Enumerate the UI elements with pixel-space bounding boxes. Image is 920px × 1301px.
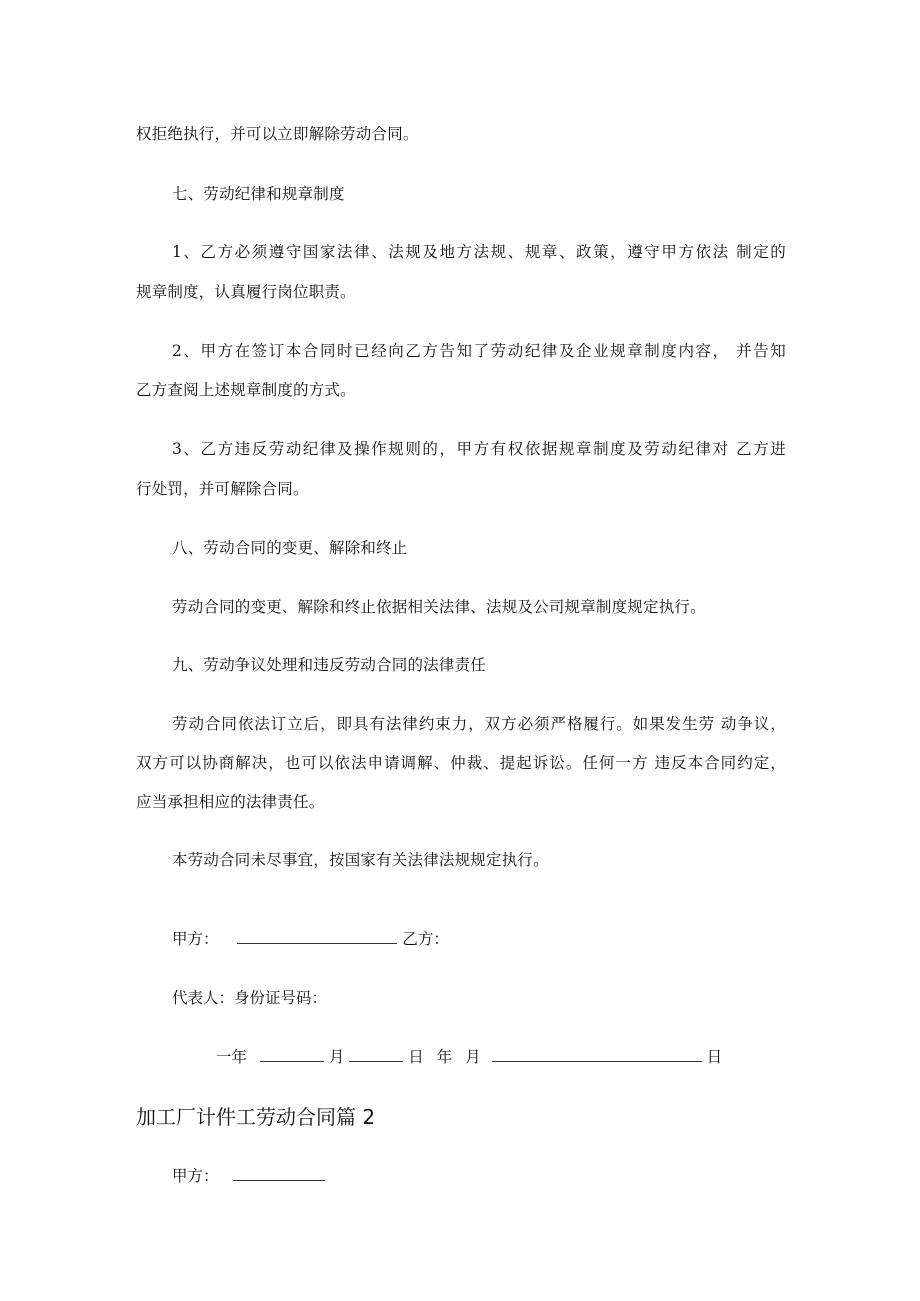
party-a-label: 甲方：	[172, 930, 219, 948]
paragraph-line: 乙方查阅上述规章制度的方式。	[136, 381, 356, 399]
contract-2-party-a-label: 甲方：	[172, 1167, 219, 1185]
day-blank	[349, 1047, 403, 1062]
paragraph-line: 劳动合同的变更、解除和终止依据相关法律、法规及公司规章制度规定执行。	[172, 598, 706, 616]
section-heading-9: 九、劳动争议处理和违反劳动合同的法律责任	[172, 656, 487, 674]
party-a-blank	[237, 929, 397, 944]
contract-2-party-a-blank	[233, 1166, 325, 1181]
paragraph-line: 2、甲方在签订本合同时已经向乙方告知了劳动纪律及企业规章制度内容， 并告知	[172, 342, 786, 360]
long-date-blank	[492, 1047, 702, 1062]
date-year2-label: 年	[436, 1048, 453, 1066]
representative-label: 代表人：身份证号码：	[172, 989, 328, 1007]
section-heading-8: 八、劳动合同的变更、解除和终止	[172, 539, 408, 557]
date-month2-label: 月	[465, 1048, 481, 1066]
paragraph-line: 行处罚，并可解除合同。	[136, 480, 309, 498]
paragraph-line: 本劳动合同未尽事宜，按国家有关法律法规规定执行。	[172, 851, 549, 869]
paragraph-line: 劳动合同依法订立后，即具有法律约束力，双方必须严格履行。如果发生劳 动争议，	[172, 715, 786, 733]
section-heading-7: 七、劳动纪律和规章制度	[172, 185, 345, 203]
signature-party-row	[172, 929, 449, 949]
date-year-label: 一年	[216, 1048, 248, 1066]
date-row	[216, 1047, 722, 1067]
contract-2-party-a-row	[172, 1166, 325, 1186]
date-day2-label: 日	[706, 1048, 723, 1066]
party-b-label: 乙方：	[402, 930, 449, 948]
paragraph-line: 1、乙方必须遵守国家法律、法规及地方法规、规章、政策，遵守甲方依法 制定的	[172, 243, 786, 261]
representative-row	[172, 988, 327, 1008]
contract-2-title: 加工厂计件工劳动合同篇 2	[136, 1105, 376, 1129]
paragraph-line: 应当承担相应的法律责任。	[136, 793, 325, 811]
paragraph-line: 规章制度，认真履行岗位职责。	[136, 283, 356, 301]
paragraph-line: 3、乙方违反劳动纪律及操作规则的，甲方有权依据规章制度及劳动纪律对 乙方进	[172, 440, 786, 458]
date-day-label: 日	[408, 1048, 424, 1066]
paragraph-line: 双方可以协商解决，也可以依法申请调解、仲裁、提起诉讼。任何一方 违反本合同约定，	[136, 754, 786, 772]
paragraph-line: 权拒绝执行，并可以立即解除劳动合同。	[136, 125, 419, 143]
date-month-label: 月	[328, 1048, 345, 1066]
month-blank	[260, 1047, 324, 1062]
